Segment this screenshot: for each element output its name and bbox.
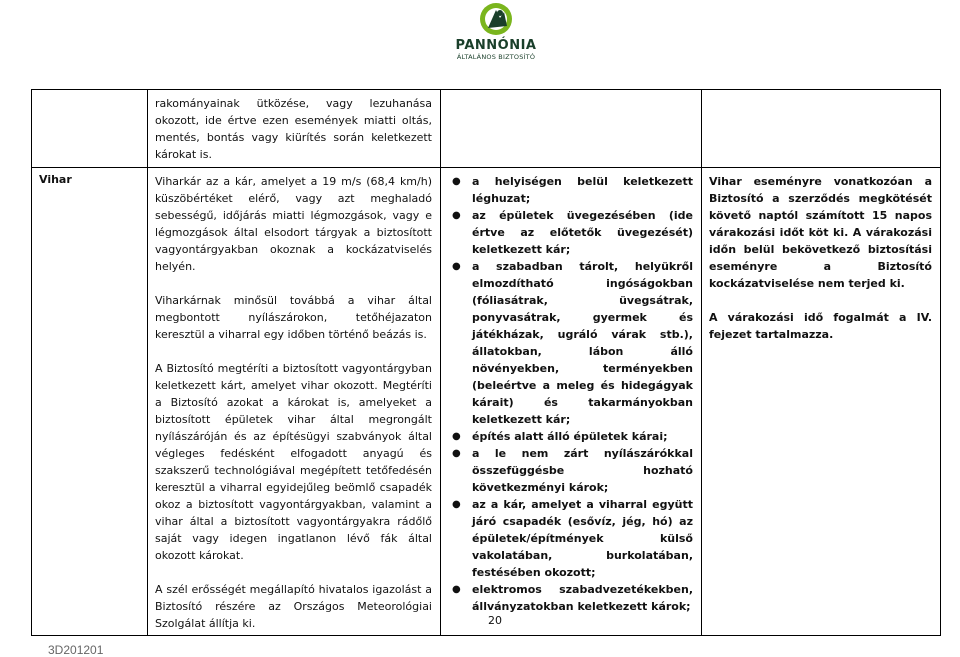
bullet-icon: ● <box>452 210 461 221</box>
bullet-icon: ● <box>452 584 461 595</box>
cell-exclusions <box>441 168 702 636</box>
exclusion-list <box>448 173 693 615</box>
peril-name: Vihar <box>39 173 72 186</box>
bullet-icon: ● <box>452 431 461 442</box>
cell-peril <box>32 168 148 636</box>
definition-paragraph: Viharkárnak minősül továbbá a vihar által megbontott nyílászárokon, tetőhéjazaton keresztül a viharral egy időben történő beázás is. <box>155 294 432 341</box>
bullet-icon: ● <box>452 261 461 272</box>
cell-peril-empty <box>32 90 148 168</box>
document-code: 3D201201 <box>48 643 104 657</box>
table-row <box>32 168 941 636</box>
bullet-icon: ● <box>452 499 461 510</box>
list-item: ● az a kár, amelyet a viharral együtt járó csapadék (esővíz, jég, hó) az épületek/építmények külső vakolatában, burkolatában, festésében okozott; <box>452 498 693 579</box>
coverage-table <box>31 89 941 636</box>
definition-paragraph: A szél erősségét megállapító hivatalos igazolást a Biztosító részére az Országos Meteorológiai Szolgálat állítja ki. <box>155 583 432 630</box>
list-item: ● a helyiségen belül keletkezett léghuzat; <box>452 175 693 205</box>
waiting-paragraph: A várakozási idő fogalmát a IV. fejezet tartalmazza. <box>709 311 932 341</box>
cell-definition <box>148 168 441 636</box>
pannonia-emblem-icon <box>474 2 518 36</box>
list-item: ● az épületek üvegezésében (ide értve az előtetők üvegezését) keletkezett kár; <box>452 209 693 256</box>
bullet-icon: ● <box>452 176 461 187</box>
cell-prev-definition <box>148 90 441 168</box>
pannonia-logo <box>446 2 546 62</box>
bullet-icon: ● <box>452 448 461 459</box>
logo-subtitle: ÁLTALÁNOS BIZTOSÍTÓ <box>456 53 536 61</box>
list-item: ● építés alatt álló épületek kárai; <box>452 430 668 443</box>
cell-prev-waiting <box>702 90 941 168</box>
logo-name: PANNÓNIA <box>455 38 537 53</box>
definition-paragraph: Viharkár az a kár, amelyet a 19 m/s (68,4 km/h) küszöbértéket elérő, vagy azt meghaladó sebességű, időjárás miatti légmozgások, vagy e légmozgások által elsodort tárgyak a biztosított vagyontárgyakban okoznak a kockázatviselés helyén. <box>155 175 432 273</box>
table-row <box>32 90 941 168</box>
list-item: ● a szabadban tárolt, helyükről elmozdítható ingóságokban (fóliasátrak, üvegsátrak, ponyvasátrak, gyermek és játékházak, ugráló várak stb.), állatokban, lábon álló növényekben, terményekben (beleértve a meleg és hidegágyak kárait) és takarmányokban keletkezett kár; <box>452 260 693 426</box>
list-item: ● elektromos szabadvezetékekben, állványzatokban keletkezett károk; <box>452 583 693 613</box>
cell-waiting-period <box>702 168 941 636</box>
list-item: ● a le nem zárt nyílászárókkal összefüggésbe hozható következményi károk; <box>452 447 693 494</box>
page-number: 20 <box>488 614 502 627</box>
prev-definition-text: rakományainak ütközése, vagy lezuhanása okozott, ide értve ezen események miatti oltás, mentés, bontás vagy kiürítés során keletkezett károkat is. <box>155 97 432 161</box>
cell-prev-exclusions <box>441 90 702 168</box>
waiting-paragraph: Vihar eseményre vonatkozóan a Biztosító a szerződés megkötését követő naptól számított 15 napos várakozási időt köt ki. A várakozási időn belül bekövetkező biztosítási eseményre a Biztosító kockázatviselése nem terjed ki. <box>709 175 932 290</box>
definition-paragraph: A Biztosító megtéríti a biztosított vagyontárgyban keletkezett kárt, amelyet vihar okozott. Megtéríti a Biztosító azokat a károkat is, amelyeket a biztosított épületek vihar által megrongált nyílászáróján és az építésügyi szabványok által végleges fedésként elfogadott anyagú és szakszerű technológiával megépített tetőfedésén keresztül a viharral egyidejűleg beömlő csapadék okoz a biztosított vagyontárgyakban, valamint a vihar által a biztosított vagyontárgyakra rádőlő saját vagy idegen ingatlanon lévő fák által okozott károkat. <box>155 362 432 562</box>
